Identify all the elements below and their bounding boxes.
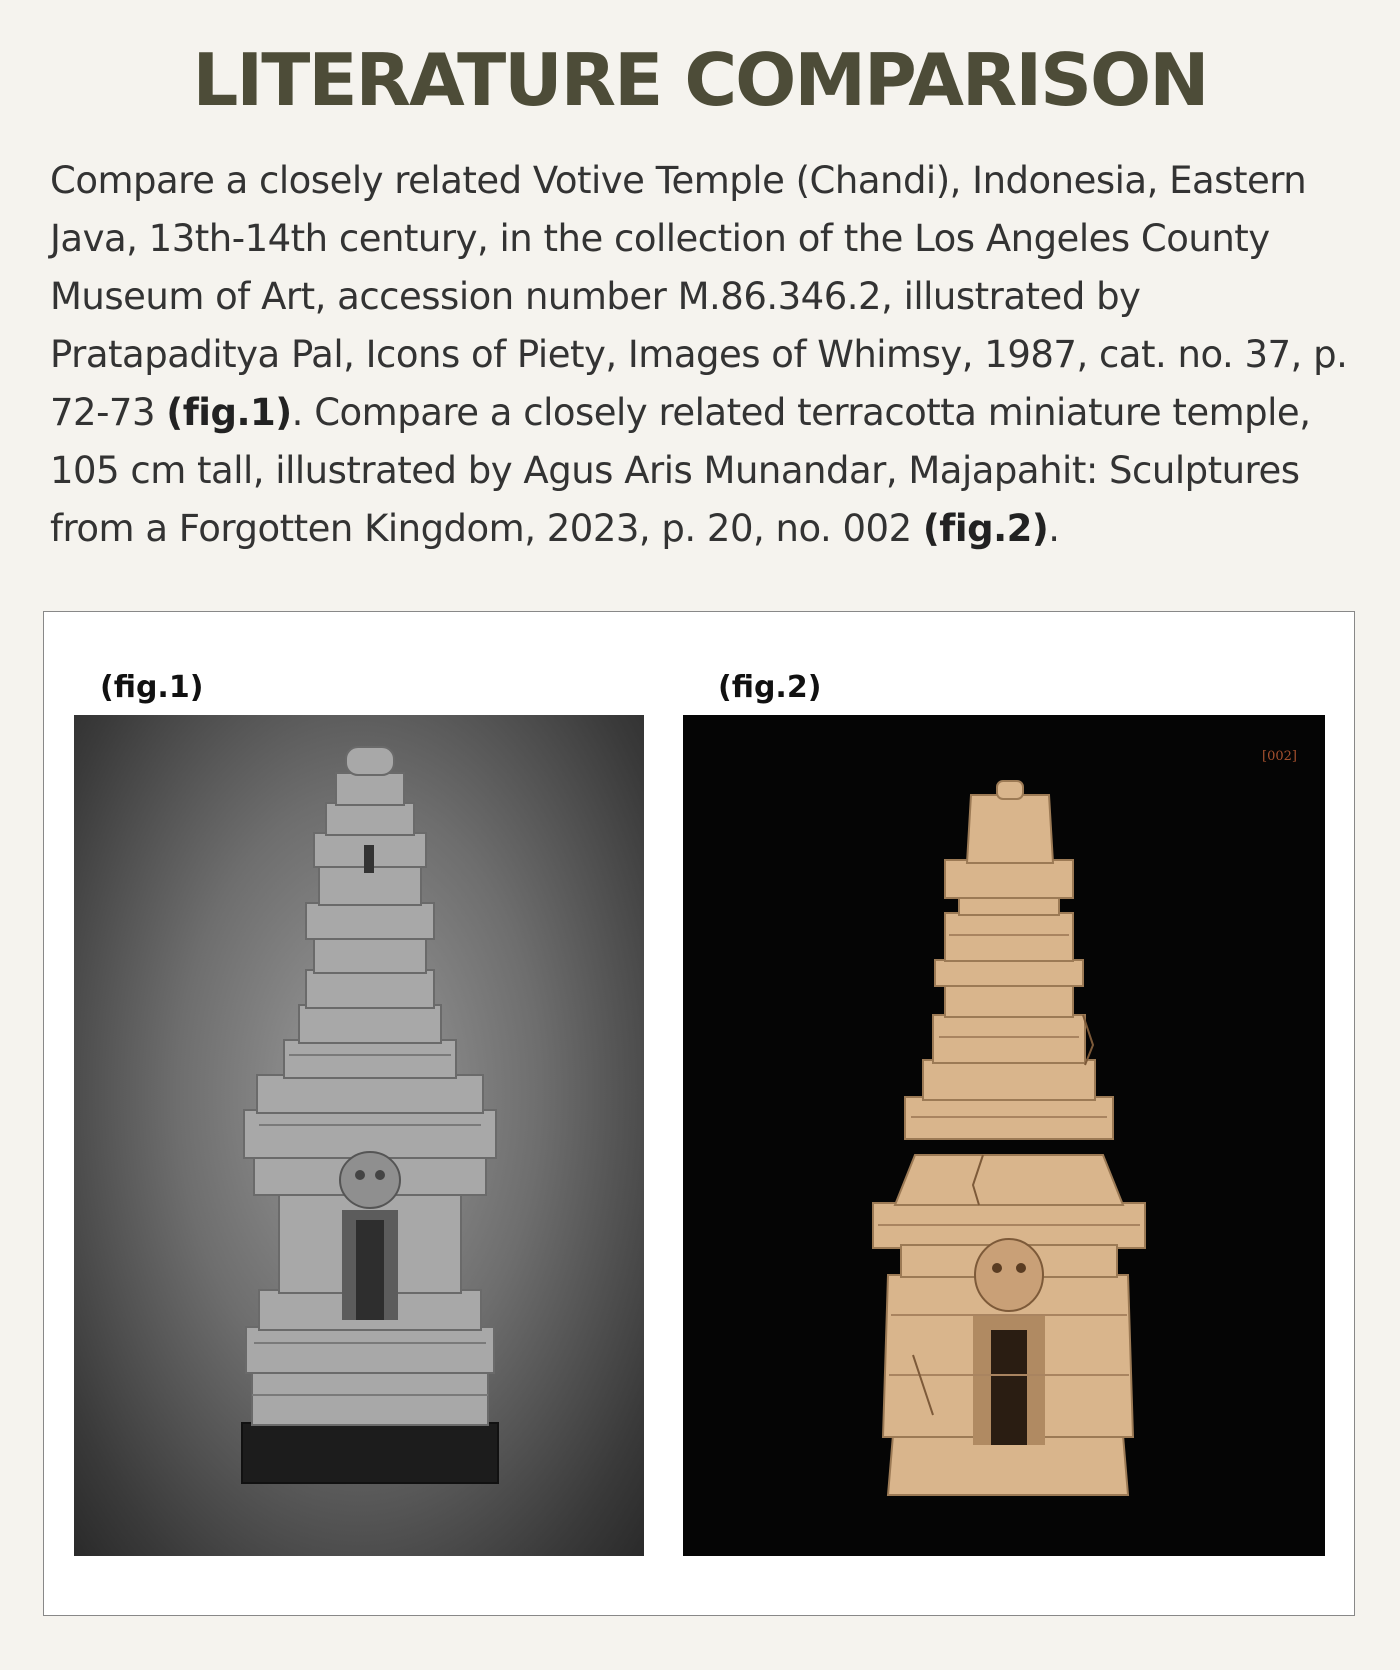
comparison-paragraph bbox=[50, 152, 1360, 558]
fig1-photo bbox=[74, 715, 644, 1556]
figure-panel bbox=[43, 611, 1355, 1616]
paragraph-text-2: . Compare a closely related terracotta miniature temple, 105 cm tall, illustrated by Agus Aris Munandar, Majapahit: Sculptures from a Forgotten Kingdom, 2023, p. 20, no. 002 bbox=[50, 391, 1311, 550]
plate-number: [002] bbox=[1262, 749, 1297, 764]
grey-stone-temple-icon bbox=[74, 715, 644, 1556]
terracotta-temple-icon bbox=[683, 715, 1325, 1556]
fig2-reference: (fig.2) bbox=[922, 507, 1049, 550]
fig1-label: (fig.1) bbox=[100, 670, 204, 705]
page-title: LITERATURE COMPARISON bbox=[192, 38, 1208, 122]
paragraph-text-3: . bbox=[1048, 507, 1060, 550]
fig1-reference: (fig.1) bbox=[166, 391, 292, 434]
fig2-photo bbox=[683, 715, 1325, 1556]
fig2-label: (fig.2) bbox=[718, 670, 822, 705]
paragraph-text-1: Compare a closely related Votive Temple (Chandi), Indonesia, Eastern Java, 13th-14th century, in the collection of the Los Angeles County Museum of Art, accession number M.86.346.2, illustrated by Pratapaditya Pal, Icons of Piety, Images of Whimsy, 1987, cat. no. 37, p. 72-73 bbox=[50, 159, 1348, 434]
